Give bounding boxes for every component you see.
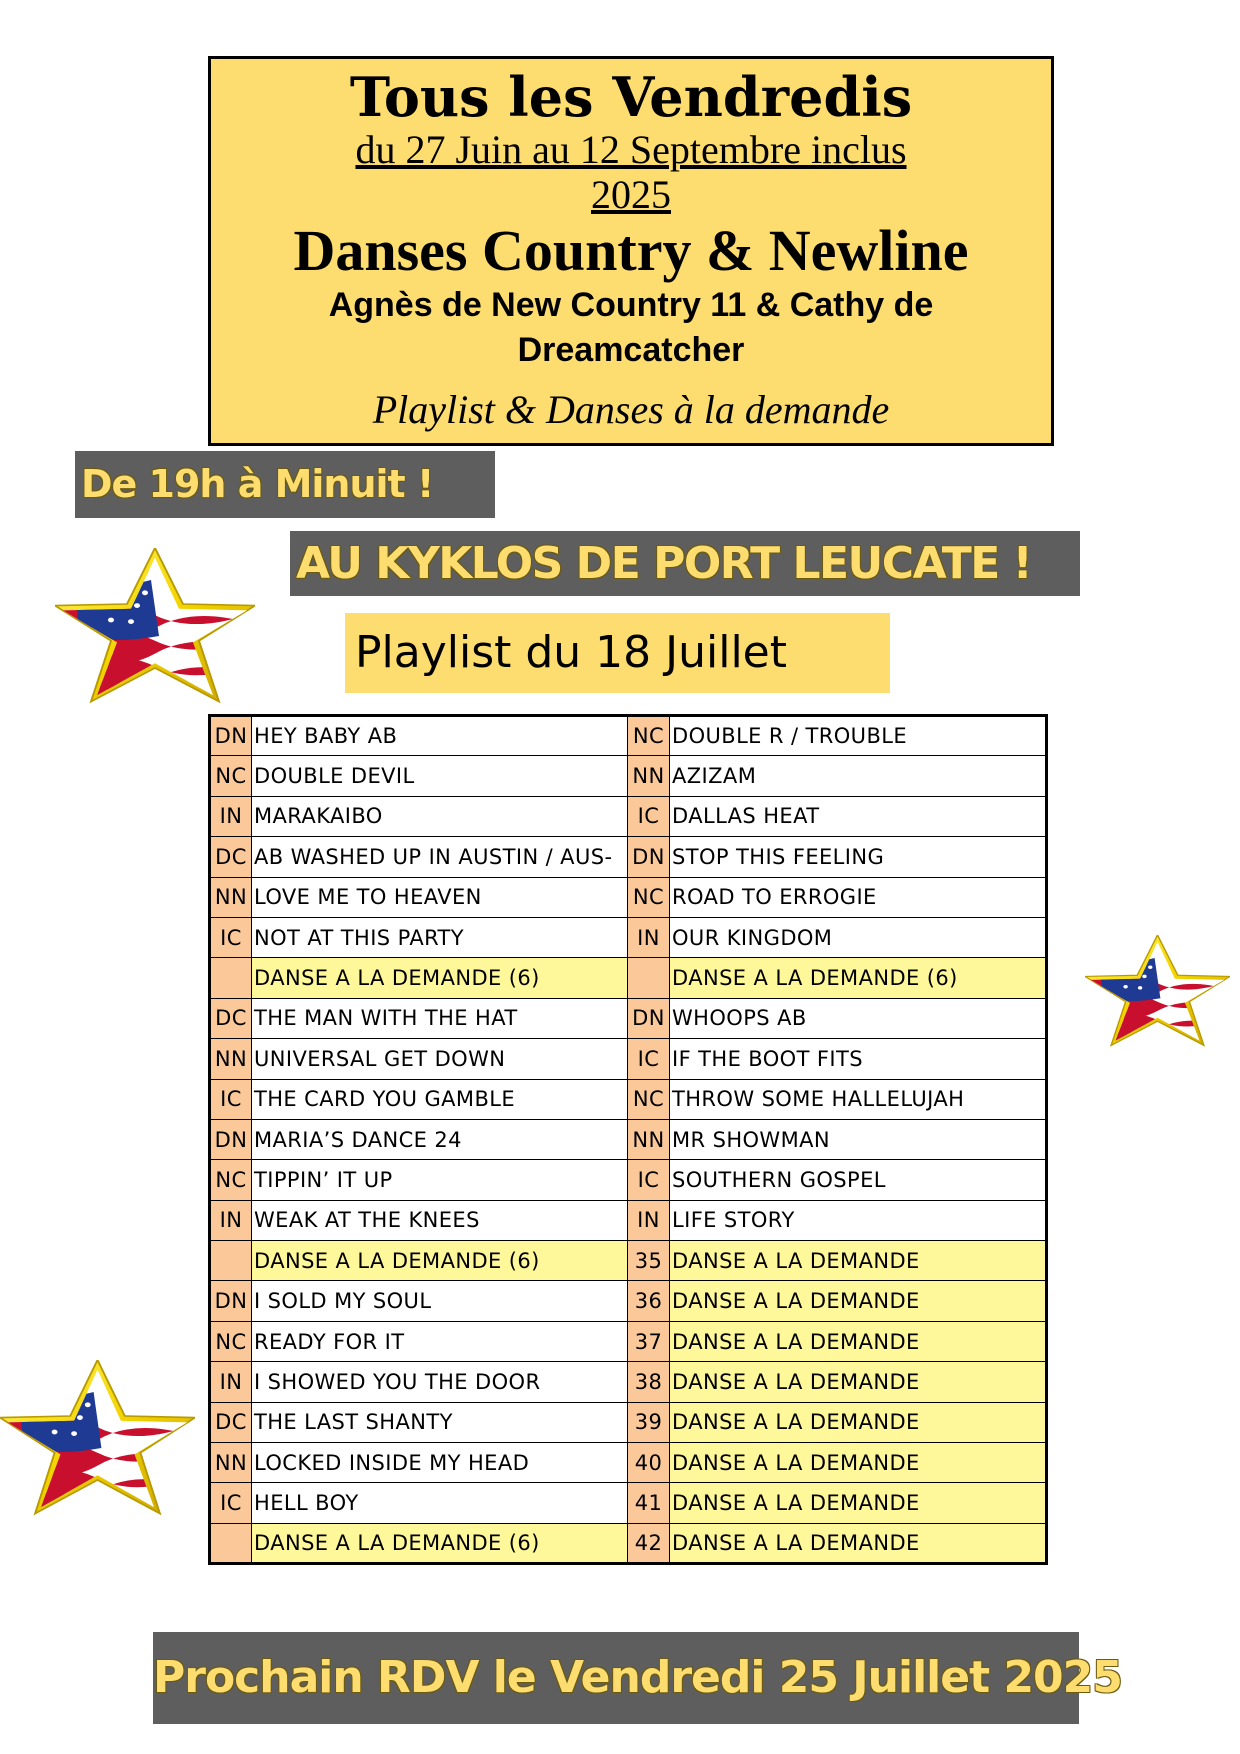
dance-title: DANSE A LA DEMANDE [670, 1241, 1047, 1281]
star-flag-icon [55, 548, 255, 708]
dance-title: I SHOWED YOU THE DOOR [252, 1362, 628, 1402]
dance-code: 37 [628, 1321, 670, 1361]
dance-title: HELL BOY [252, 1483, 628, 1523]
dance-title: STOP THIS FEELING [670, 837, 1047, 877]
dance-code: DN [210, 1281, 252, 1321]
dance-code: NN [628, 1119, 670, 1159]
dance-title: LIFE STORY [670, 1200, 1047, 1240]
dance-title: DANSE A LA DEMANDE [670, 1523, 1047, 1563]
dance-title: SOUTHERN GOSPEL [670, 1160, 1047, 1200]
table-row [210, 1039, 1047, 1079]
dance-code: IN [210, 796, 252, 836]
table-row [210, 1079, 1047, 1119]
dance-title: THE CARD YOU GAMBLE [252, 1079, 628, 1119]
dance-title: UNIVERSAL GET DOWN [252, 1039, 628, 1079]
dance-title: I SOLD MY SOUL [252, 1281, 628, 1321]
dance-code: 39 [628, 1402, 670, 1442]
dance-title: DANSE A LA DEMANDE (6) [252, 958, 628, 998]
dance-code: NC [628, 1079, 670, 1119]
table-row [210, 1443, 1047, 1483]
dance-title: WEAK AT THE KNEES [252, 1200, 628, 1240]
dance-title: IF THE BOOT FITS [670, 1039, 1047, 1079]
dance-code: NC [210, 1160, 252, 1200]
dance-title: TIPPIN’ IT UP [252, 1160, 628, 1200]
table-row [210, 1200, 1047, 1240]
dance-code: 40 [628, 1443, 670, 1483]
dance-code: DN [210, 1119, 252, 1159]
dance-code: NC [210, 756, 252, 796]
dance-code: 36 [628, 1281, 670, 1321]
dance-code: 41 [628, 1483, 670, 1523]
table-row [210, 716, 1047, 756]
dance-code: IN [628, 1200, 670, 1240]
dance-title: NOT AT THIS PARTY [252, 917, 628, 957]
dance-code: DN [628, 998, 670, 1038]
table-row [210, 1119, 1047, 1159]
header-teachers: Agnès de New Country 11 & Cathy de Dreamcatcher [328, 286, 934, 369]
dance-title: DOUBLE R / TROUBLE [670, 716, 1047, 756]
dance-title: ROAD TO ERROGIE [670, 877, 1047, 917]
header-dances: Danses Country & Newline [293, 218, 969, 283]
dance-code: IC [628, 1039, 670, 1079]
dance-title: AB WASHED UP IN AUSTIN / AUS- [252, 837, 628, 877]
next-event-banner: Prochain RDV le Vendredi 25 Juillet 2025 [153, 1632, 1079, 1724]
dance-title: LOCKED INSIDE MY HEAD [252, 1443, 628, 1483]
table-row [210, 1241, 1047, 1281]
dance-title: READY FOR IT [252, 1321, 628, 1361]
dance-code: IC [210, 1079, 252, 1119]
table-row [210, 1483, 1047, 1523]
dance-code: IC [628, 1160, 670, 1200]
table-row [210, 917, 1047, 957]
dance-code: NC [628, 716, 670, 756]
dance-title: DOUBLE DEVIL [252, 756, 628, 796]
dance-code: IN [628, 917, 670, 957]
dance-code [628, 958, 670, 998]
star-flag-icon [1085, 935, 1230, 1050]
dance-code: DC [210, 837, 252, 877]
dance-title: LOVE ME TO HEAVEN [252, 877, 628, 917]
dance-title: DANSE A LA DEMANDE (6) [252, 1241, 628, 1281]
table-row [210, 1523, 1047, 1563]
dance-title: DANSE A LA DEMANDE (6) [252, 1523, 628, 1563]
time-banner: De 19h à Minuit ! [75, 451, 495, 518]
dance-title: DANSE A LA DEMANDE [670, 1362, 1047, 1402]
table-row [210, 1402, 1047, 1442]
table-row [210, 796, 1047, 836]
dance-title: MR SHOWMAN [670, 1119, 1047, 1159]
star-flag-icon [0, 1360, 195, 1520]
table-row [210, 837, 1047, 877]
dance-title: WHOOPS AB [670, 998, 1047, 1038]
dance-title: DALLAS HEAT [670, 796, 1047, 836]
dance-code: 42 [628, 1523, 670, 1563]
table-row [210, 1160, 1047, 1200]
dance-code: IC [628, 796, 670, 836]
dance-code: NC [628, 877, 670, 917]
dance-code: DC [210, 1402, 252, 1442]
table-row [210, 998, 1047, 1038]
dance-code: NN [210, 877, 252, 917]
dance-code: IC [210, 917, 252, 957]
header-playlist-note: Playlist & Danses à la demande [372, 387, 890, 432]
dance-code: DN [210, 716, 252, 756]
header-dates: du 27 Juin au 12 Septembre inclus [355, 127, 907, 172]
table-row [210, 1281, 1047, 1321]
dance-code: NN [210, 1443, 252, 1483]
dance-code: IN [210, 1362, 252, 1402]
playlist-date-banner: Playlist du 18 Juillet [345, 613, 890, 693]
dance-title: AZIZAM [670, 756, 1047, 796]
dance-title: DANSE A LA DEMANDE [670, 1281, 1047, 1321]
dance-code: NN [628, 756, 670, 796]
dance-title: MARAKAIBO [252, 796, 628, 836]
table-row [210, 877, 1047, 917]
dance-title: DANSE A LA DEMANDE [670, 1483, 1047, 1523]
dance-code: NC [210, 1321, 252, 1361]
table-row [210, 1321, 1047, 1361]
dance-code [210, 1241, 252, 1281]
venue-banner: AU KYKLOS DE PORT LEUCATE ! [290, 531, 1080, 596]
dance-code: 38 [628, 1362, 670, 1402]
dance-title: DANSE A LA DEMANDE [670, 1443, 1047, 1483]
dance-code [210, 1523, 252, 1563]
table-row [210, 756, 1047, 796]
table-row [210, 958, 1047, 998]
header-year: 2025 [591, 172, 671, 217]
table-row [210, 1362, 1047, 1402]
dance-code: DN [628, 837, 670, 877]
playlist-table [208, 714, 1048, 1565]
dance-code: IN [210, 1200, 252, 1240]
dance-title: MARIA’S DANCE 24 [252, 1119, 628, 1159]
dance-code: NN [210, 1039, 252, 1079]
dance-title: DANSE A LA DEMANDE [670, 1402, 1047, 1442]
event-header [208, 56, 1054, 446]
dance-title: OUR KINGDOM [670, 917, 1047, 957]
dance-title: HEY BABY AB [252, 716, 628, 756]
dance-code: IC [210, 1483, 252, 1523]
dance-title: DANSE A LA DEMANDE [670, 1321, 1047, 1361]
dance-title: THE MAN WITH THE HAT [252, 998, 628, 1038]
dance-code: DC [210, 998, 252, 1038]
dance-title: DANSE A LA DEMANDE (6) [670, 958, 1047, 998]
header-title: Tous les Vendredis [349, 65, 913, 129]
dance-title: THE LAST SHANTY [252, 1402, 628, 1442]
dance-title: THROW SOME HALLELUJAH [670, 1079, 1047, 1119]
dance-code: 35 [628, 1241, 670, 1281]
dance-code [210, 958, 252, 998]
